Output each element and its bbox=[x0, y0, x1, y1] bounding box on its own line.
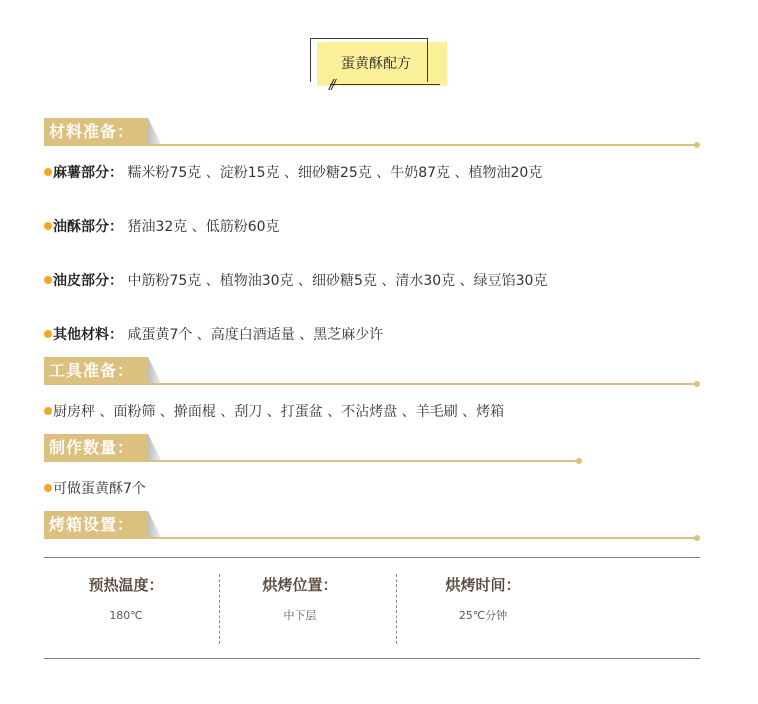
material-value: 糯米粉75克 、淀粉15克 、细砂糖25克 、牛奶87克 、植物油20克 bbox=[127, 165, 543, 181]
title-underline bbox=[330, 84, 440, 85]
table-top-rule bbox=[44, 557, 700, 558]
oven-col-value: 25℃分钟 bbox=[458, 609, 508, 622]
material-value: 咸蛋黄7个 、高度白酒适量 、黑芝麻少许 bbox=[127, 327, 384, 343]
oven-col-label: 预热温度： bbox=[88, 576, 164, 594]
material-row-mochi bbox=[44, 163, 542, 183]
section-fold bbox=[148, 511, 162, 539]
oven-col-label: 烘烤位置： bbox=[262, 576, 338, 594]
bullet-icon bbox=[44, 330, 52, 338]
column-divider bbox=[396, 574, 397, 644]
material-key: 油酥部分： bbox=[53, 219, 123, 235]
column-divider bbox=[219, 574, 220, 644]
section-header-tools bbox=[44, 357, 704, 385]
material-key: 其他材料： bbox=[53, 327, 123, 343]
bullet-icon bbox=[44, 168, 52, 176]
quantity-text: 可做蛋黄酥7个 bbox=[53, 481, 146, 497]
material-row-other bbox=[44, 325, 383, 345]
tools-row bbox=[44, 402, 504, 422]
oven-col-value: 中下层 bbox=[283, 609, 317, 622]
section-line bbox=[148, 537, 698, 539]
recipe-title-box bbox=[310, 38, 440, 94]
section-header-materials bbox=[44, 118, 704, 146]
material-row-water-dough bbox=[44, 271, 547, 291]
oven-col-position bbox=[240, 575, 360, 623]
bullet-icon bbox=[44, 276, 52, 284]
section-label: 制作数量： bbox=[49, 438, 135, 457]
section-label: 烤箱设置： bbox=[49, 515, 135, 534]
section-header-quantity bbox=[44, 434, 584, 462]
section-label: 工具准备： bbox=[49, 361, 135, 380]
material-value: 猪油32克 、低筋粉60克 bbox=[127, 219, 280, 235]
section-fold bbox=[148, 434, 162, 462]
bullet-icon bbox=[44, 407, 52, 415]
section-line bbox=[148, 383, 698, 385]
oven-col-preheat bbox=[66, 575, 186, 623]
bullet-icon bbox=[44, 222, 52, 230]
material-key: 油皮部分： bbox=[53, 273, 123, 289]
title-slash-deco: // bbox=[329, 78, 334, 93]
bullet-icon bbox=[44, 484, 52, 492]
section-fold bbox=[148, 357, 162, 385]
section-label: 材料准备： bbox=[49, 122, 135, 141]
quantity-row bbox=[44, 479, 146, 499]
section-line-dot bbox=[694, 535, 700, 541]
section-line bbox=[148, 144, 698, 146]
oven-col-time bbox=[423, 575, 543, 623]
section-line-dot bbox=[576, 458, 582, 464]
section-fold bbox=[148, 118, 162, 146]
material-row-oil-pastry bbox=[44, 217, 280, 237]
tools-text: 厨房秤 、面粉筛 、擀面棍 、刮刀 、打蛋盆 、不沾烤盘 、羊毛刷 、烤箱 bbox=[53, 404, 505, 420]
material-key: 麻薯部分： bbox=[53, 165, 123, 181]
section-header-oven bbox=[44, 511, 704, 539]
recipe-title: 蛋黄酥配方 bbox=[341, 56, 411, 72]
section-line bbox=[148, 460, 578, 462]
oven-col-label: 烘烤时间： bbox=[445, 576, 521, 594]
material-value: 中筋粉75克 、植物油30克 、细砂糖5克 、清水30克 、绿豆馅30克 bbox=[127, 273, 548, 289]
section-line-dot bbox=[694, 142, 700, 148]
table-bottom-rule bbox=[44, 658, 700, 659]
section-line-dot bbox=[694, 381, 700, 387]
oven-col-value: 180℃ bbox=[109, 609, 143, 622]
